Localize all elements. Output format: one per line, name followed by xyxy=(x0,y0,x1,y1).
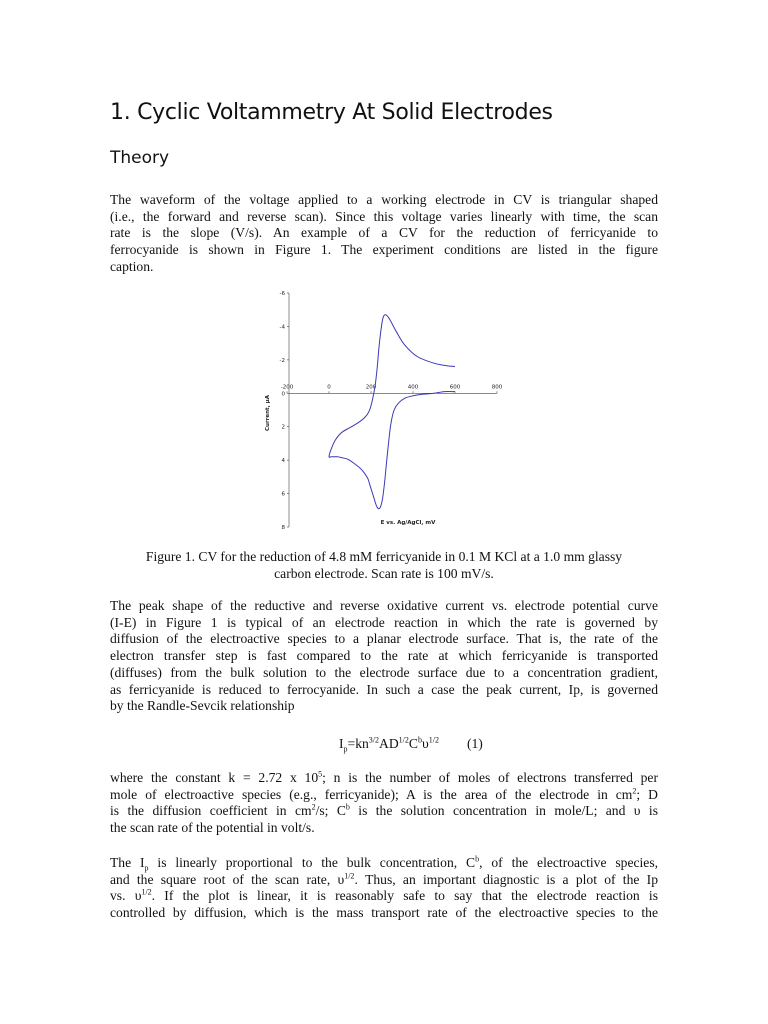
body-line: electron transfer step is fast compared to the rate at which ferricyanide is transported xyxy=(110,648,658,664)
text-fragment: is the solution concentration in mole/L; and υ is xyxy=(349,803,658,819)
body-line: by the Randle-Sevcik relationship xyxy=(110,698,295,714)
x-tick-label: 800 xyxy=(491,384,503,391)
eq-v-exp: 1/2 xyxy=(428,735,439,745)
subscript: p xyxy=(144,863,149,873)
text-fragment: ; D xyxy=(636,786,658,802)
x-axis-label: E vs. Ag/AgCl, mV xyxy=(380,520,436,526)
intro-line: caption. xyxy=(110,258,154,274)
text-fragment: mole of electroactive species (e.g., ferricyanide); A is the area of the electrode in cm xyxy=(110,786,633,802)
intro-line: ferrocyanide is shown in Figure 1. The experiment conditions are listed in the figure xyxy=(110,242,658,258)
eq-n-exp: 3/2 xyxy=(368,735,380,745)
eq-d-exp: 1/2 xyxy=(398,735,409,745)
intro-line: The waveform of the voltage applied to a working electrode in CV is triangular shaped xyxy=(110,192,658,207)
cv-series-line xyxy=(329,315,455,509)
body-line xyxy=(110,787,658,804)
theory-subheading: Theory xyxy=(110,148,170,168)
x-tick-label: 400 xyxy=(407,384,419,391)
text-fragment: is the diffusion coefficient in cm xyxy=(110,803,312,819)
text-fragment: /s; C xyxy=(315,803,346,819)
superscript: b xyxy=(345,802,350,812)
intro-line: rate is the slope (V/s). An example of a CV for the reduction of ferricyanide to xyxy=(110,225,658,241)
peak-shape-paragraph xyxy=(110,598,658,715)
eq-c: C xyxy=(408,736,418,751)
x-tick-label: -200 xyxy=(280,384,294,391)
y-tick-label: -4 xyxy=(279,324,285,331)
body-line xyxy=(110,855,658,872)
y-tick-label: 4 xyxy=(281,458,285,465)
eq-c-exp: b xyxy=(417,735,422,745)
text-fragment: vs. υ xyxy=(110,888,142,904)
text-fragment: , of the electroactive species, xyxy=(479,855,659,870)
superscript: 1/2 xyxy=(344,871,355,881)
text-fragment: The I xyxy=(110,855,145,870)
y-tick-label: 0 xyxy=(281,391,285,398)
figure-caption xyxy=(110,548,658,582)
constants-paragraph xyxy=(110,770,658,837)
equation-number: (1) xyxy=(466,736,483,751)
y-tick-label: -2 xyxy=(279,357,285,364)
intro-paragraph xyxy=(110,192,658,276)
randles-sevcik-equation xyxy=(339,736,483,752)
diagnostic-paragraph xyxy=(110,855,658,922)
body-line: as ferricyanide is reduced to ferrocyanide. In such a case the peak current, Ip, is governed xyxy=(110,681,658,697)
y-tick-label: 8 xyxy=(281,525,285,531)
chart-labels xyxy=(280,291,503,531)
body-line xyxy=(110,803,658,820)
cv-chart xyxy=(255,283,515,533)
section-heading: 1. Cyclic Voltammetry At Solid Electrodes xyxy=(110,100,553,125)
superscript: 2 xyxy=(311,802,316,812)
caption-line: Figure 1. CV for the reduction of 4.8 mM ferricyanide in 0.1 M KCl at a 1.0 mm glassy xyxy=(145,549,623,564)
x-tick-label: 600 xyxy=(449,384,461,391)
body-line: controlled by diffusion, which is the mass transport rate of the electroactive species to the xyxy=(110,905,658,921)
body-line: (I-E) in Figure 1 is typical of an electrode reaction in which the rate is governed by xyxy=(110,614,658,630)
x-tick-label: 0 xyxy=(327,384,331,391)
y-tick-label: -6 xyxy=(279,291,285,297)
body-line xyxy=(110,888,658,905)
eq-v: υ xyxy=(421,736,429,751)
text-fragment: ; n is the number of moles of electrons transferred per xyxy=(322,770,658,785)
superscript: 1/2 xyxy=(141,887,152,897)
x-tick-label: 200 xyxy=(365,384,377,391)
superscript: 5 xyxy=(318,769,323,779)
superscript: 2 xyxy=(632,786,637,796)
chart-axes xyxy=(289,293,497,527)
eq-ad: AD xyxy=(379,736,399,751)
eq-kn: =kn xyxy=(347,736,369,751)
body-line xyxy=(110,770,658,787)
body-line: The peak shape of the reductive and reverse oxidative current vs. electrode potential curve xyxy=(110,598,658,613)
intro-line: (i.e., the forward and reverse scan). Since this voltage varies linearly with time, the scan xyxy=(110,208,658,224)
text-fragment: and the square root of the scan rate, υ xyxy=(110,871,345,887)
chart-ticks xyxy=(287,293,497,527)
body-line xyxy=(110,872,658,889)
text-fragment: . Thus, an important diagnostic is a plot of the Ip xyxy=(354,871,658,887)
eq-p-sub: p xyxy=(343,744,348,754)
superscript: b xyxy=(475,854,480,864)
body-line: the scan rate of the potential in volt/s. xyxy=(110,820,315,836)
text-fragment: is linearly proportional to the bulk concentration, C xyxy=(148,855,476,870)
y-tick-label: 6 xyxy=(281,491,285,498)
y-axis-label: Current, µA xyxy=(265,395,271,431)
eq-ip: I xyxy=(339,736,344,751)
body-line: (diffuses) from the bulk solution to the electrode surface due to a concentration gradient, xyxy=(110,664,658,680)
text-fragment: where the constant k = 2.72 x 10 xyxy=(110,770,319,785)
body-line: diffusion of the electroactive species to a planar electrode surface. That is, the rate of the xyxy=(110,631,658,647)
text-fragment: . If the plot is linear, it is reasonably safe to say that the electrode reaction is xyxy=(151,888,658,904)
y-tick-label: 2 xyxy=(281,424,285,431)
caption-line: carbon electrode. Scan rate is 100 mV/s. xyxy=(274,566,494,581)
